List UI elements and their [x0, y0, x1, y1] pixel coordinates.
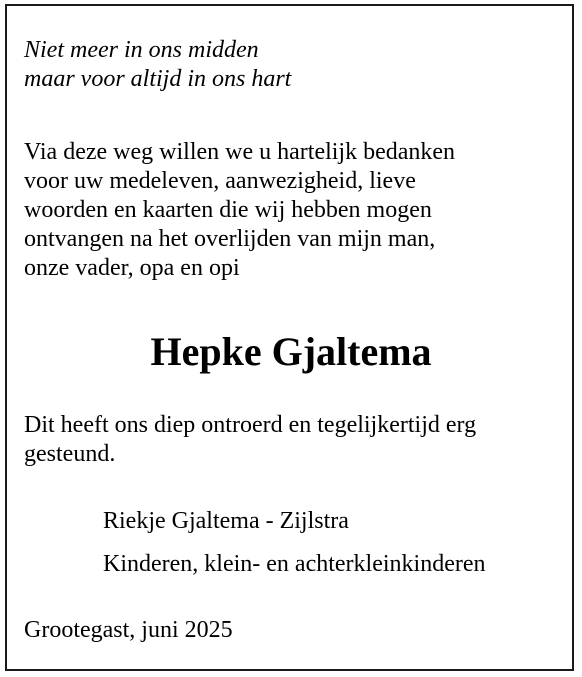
motto-line: Niet meer in ons midden	[24, 37, 259, 63]
deceased-name: Hepke Gjaltema	[150, 329, 432, 374]
message-line: Via deze weg willen we u hartelijk bedanken	[24, 139, 456, 165]
motto-line: maar voor altijd in ons hart	[24, 66, 292, 92]
motto	[24, 36, 291, 94]
support-message	[24, 411, 476, 469]
message-line: voor uw medeleven, aanwezigheid, lieve	[24, 168, 416, 194]
message-line: onze vader, opa en opi	[24, 255, 240, 281]
message-line: woorden en kaarten die wij hebben mogen	[24, 197, 432, 223]
signer-name: Riekje Gjaltema - Zijlstra	[103, 508, 349, 534]
place-date: Grootegast, juni 2025	[24, 617, 233, 643]
thank-you-message	[24, 138, 455, 283]
message-line: ontvangen na het overlijden van mijn man,	[24, 226, 436, 252]
support-line: gesteund.	[24, 441, 116, 467]
signer-family: Kinderen, klein- en achterkleinkinderen	[103, 551, 486, 577]
support-line: Dit heeft ons diep ontroerd en tegelijkertijd erg	[24, 412, 477, 438]
